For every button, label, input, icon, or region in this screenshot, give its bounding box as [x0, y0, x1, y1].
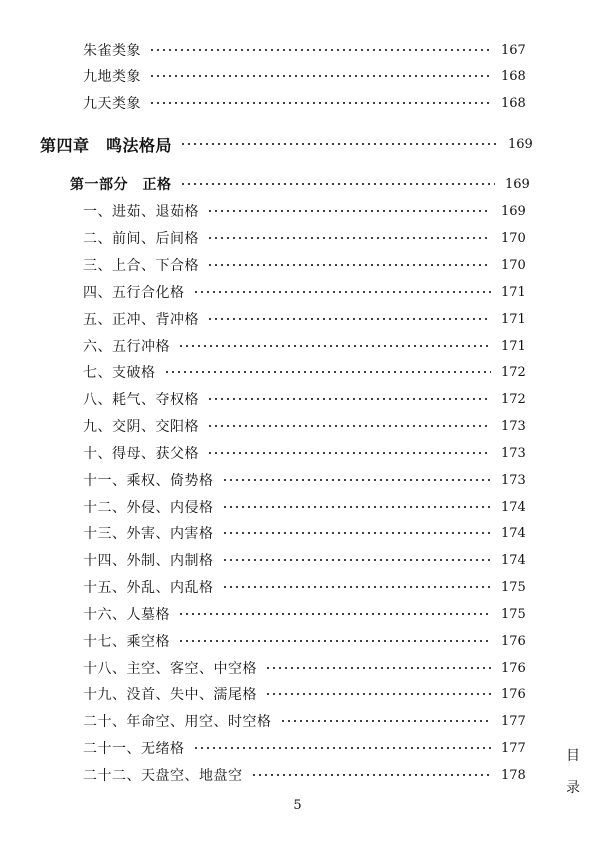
toc-page-number: 168	[501, 95, 526, 111]
toc-title: 十六、人墓格	[83, 607, 170, 623]
toc-section	[0, 171, 595, 197]
dot-leader	[149, 102, 491, 104]
toc-page-number: 168	[501, 68, 526, 84]
dot-leader	[207, 210, 491, 212]
toc-page-number: 173	[501, 472, 526, 488]
dot-leader	[222, 586, 492, 588]
toc-title: 第四章 鸣法格局	[40, 135, 173, 155]
toc-page-number: 178	[501, 767, 526, 783]
toc-title: 二十二、天盘空、地盘空	[83, 768, 243, 784]
toc-entry	[0, 708, 595, 734]
toc-title: 六、五行冲格	[83, 339, 170, 355]
toc-entry	[0, 520, 595, 546]
dot-leader	[222, 559, 492, 561]
toc-entry	[0, 252, 595, 278]
toc-page-number: 177	[501, 740, 526, 756]
toc-entry	[0, 37, 595, 63]
toc-entry	[0, 386, 595, 412]
toc-page-number: 175	[501, 579, 526, 595]
toc-title: 十五、外乱、内乱格	[83, 580, 214, 596]
dot-leader	[178, 345, 491, 347]
toc-entry	[0, 333, 595, 359]
toc-page-number: 171	[501, 338, 526, 354]
toc-title: 九地类象	[83, 69, 141, 85]
toc-title: 八、耗气、夺权格	[83, 392, 199, 408]
toc-page-number: 174	[501, 552, 526, 568]
dot-leader	[207, 318, 491, 320]
toc-page-number: 173	[501, 418, 526, 434]
toc-entry	[0, 628, 595, 654]
toc-title: 第一部分 正格	[70, 177, 172, 193]
toc-entry	[0, 198, 595, 224]
dot-leader	[149, 75, 491, 77]
dot-leader	[207, 264, 491, 266]
toc-page-number: 172	[501, 391, 526, 407]
toc-page-number: 170	[501, 257, 526, 273]
dot-leader	[180, 183, 496, 185]
dot-leader	[265, 667, 491, 669]
toc-title: 朱雀类象	[83, 43, 141, 59]
toc-entry	[0, 681, 595, 707]
toc-title: 二、前间、后间格	[83, 231, 199, 247]
toc-page-number: 176	[501, 633, 526, 649]
toc-title: 四、五行合化格	[83, 285, 185, 301]
toc-page-number: 169	[508, 136, 533, 152]
toc-title: 二十、年命空、用空、时空格	[83, 714, 272, 730]
toc-title: 七、支破格	[83, 365, 156, 381]
toc-chapter	[0, 131, 595, 157]
dot-leader	[178, 613, 491, 615]
toc-entry	[0, 467, 595, 493]
toc-title: 九、交阴、交阳格	[83, 419, 199, 435]
toc-entry	[0, 413, 595, 439]
toc-entry	[0, 494, 595, 520]
toc-title: 二十一、无绪格	[83, 741, 185, 757]
dot-leader	[280, 720, 492, 722]
dot-leader	[222, 532, 492, 534]
toc-page-number: 171	[501, 311, 526, 327]
toc-title: 十、得母、获父格	[83, 446, 199, 462]
toc-entry	[0, 547, 595, 573]
dot-leader	[222, 479, 492, 481]
toc-entry	[0, 279, 595, 305]
toc-title: 十四、外制、内制格	[83, 553, 214, 569]
dot-leader	[207, 425, 491, 427]
toc-entry	[0, 601, 595, 627]
toc-entry	[0, 359, 595, 385]
dot-leader	[222, 506, 492, 508]
toc-page-number: 174	[501, 525, 526, 541]
page-number: 5	[293, 798, 302, 813]
toc-title: 十八、主空、客空、中空格	[83, 661, 257, 677]
toc-page-number: 167	[501, 42, 526, 58]
toc-title: 十三、外害、内害格	[83, 526, 214, 542]
toc-entry	[0, 655, 595, 681]
side-label-char: 录	[566, 780, 580, 796]
toc-title: 十七、乘空格	[83, 634, 170, 650]
toc-title: 五、正冲、背冲格	[83, 312, 199, 328]
dot-leader	[251, 774, 492, 776]
dot-leader	[207, 452, 491, 454]
dot-leader	[178, 640, 491, 642]
dot-leader	[207, 398, 491, 400]
toc-page-number: 169	[505, 176, 530, 192]
toc-title: 十九、没首、失中、濡尾格	[83, 687, 257, 703]
toc-page-number: 175	[501, 606, 526, 622]
toc-entry	[0, 440, 595, 466]
toc-page-number: 176	[501, 686, 526, 702]
toc-page-number: 176	[501, 660, 526, 676]
side-label-char: 目	[566, 748, 580, 764]
toc-title: 十二、外侵、内侵格	[83, 500, 214, 516]
toc-page-number: 174	[501, 499, 526, 515]
dot-leader	[149, 49, 491, 51]
toc-page-number: 170	[501, 230, 526, 246]
toc-title: 十一、乘权、倚势格	[83, 473, 214, 489]
side-label	[563, 740, 583, 804]
dot-leader	[180, 143, 498, 145]
toc-page-number: 172	[501, 364, 526, 380]
toc-entry	[0, 90, 595, 116]
dot-leader	[265, 693, 491, 695]
toc-entry	[0, 574, 595, 600]
toc-entry	[0, 762, 595, 788]
toc-page-number: 169	[501, 203, 526, 219]
toc-entry	[0, 735, 595, 761]
dot-leader	[207, 237, 491, 239]
dot-leader	[193, 291, 492, 293]
dot-leader	[193, 747, 492, 749]
toc-page-number: 177	[501, 713, 526, 729]
toc-page-number: 171	[501, 284, 526, 300]
toc-page-number: 173	[501, 445, 526, 461]
toc-title: 三、上合、下合格	[83, 258, 199, 274]
toc-entry	[0, 225, 595, 251]
toc-title: 九天类象	[83, 96, 141, 112]
toc-entry	[0, 63, 595, 89]
toc-title: 一、进茹、退茹格	[83, 204, 199, 220]
toc-entry	[0, 306, 595, 332]
dot-leader	[164, 371, 492, 373]
